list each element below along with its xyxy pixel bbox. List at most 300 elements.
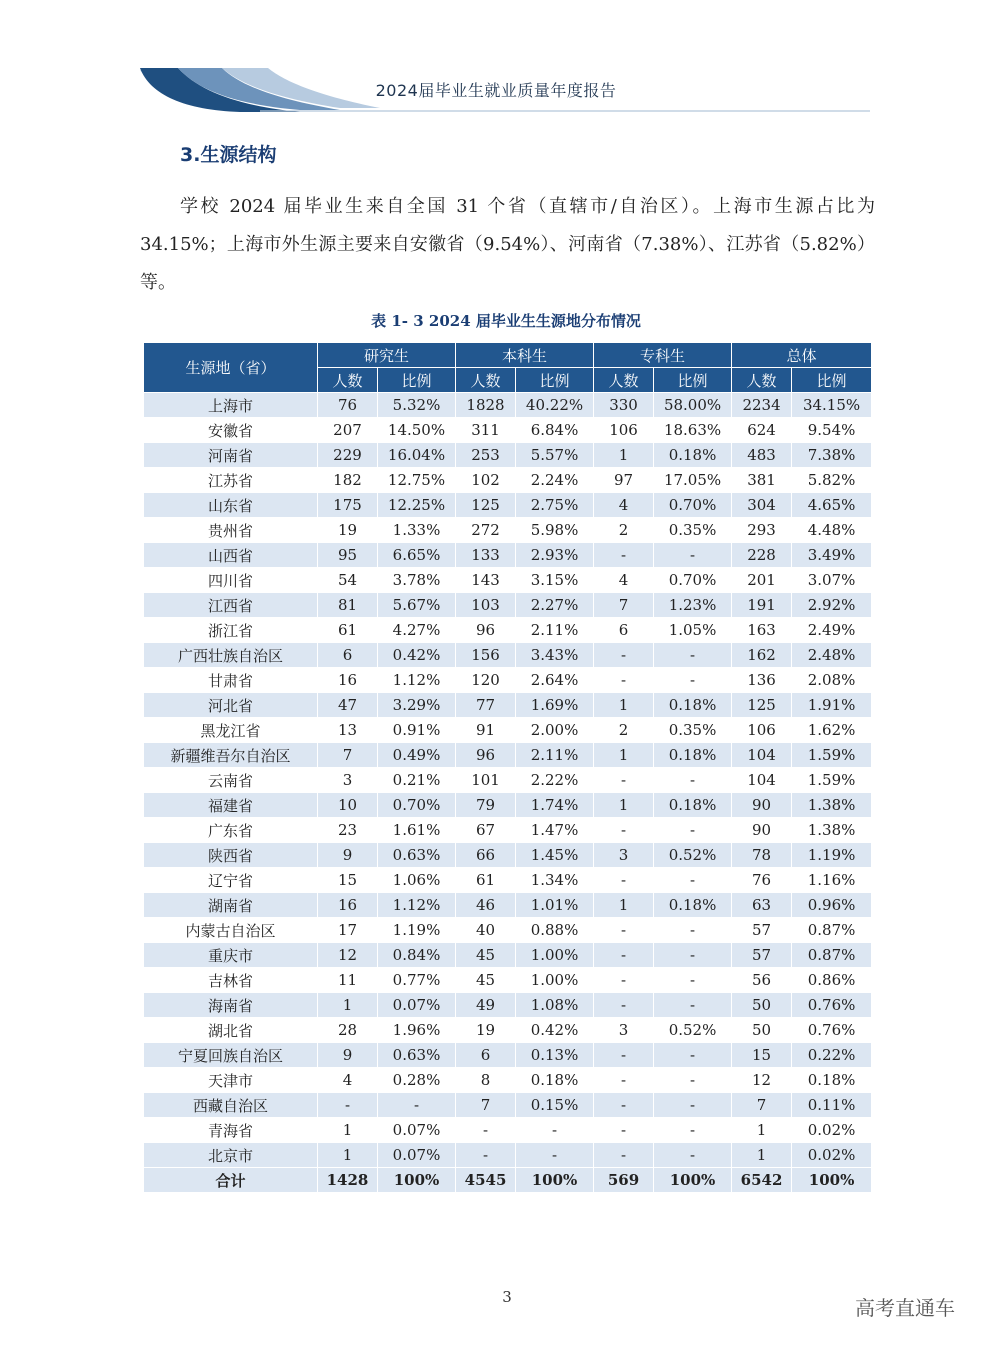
table-row	[144, 468, 872, 493]
value-cell: 1.59%	[792, 743, 872, 768]
value-cell: 162	[732, 643, 792, 668]
value-cell: 1	[318, 1143, 378, 1168]
value-cell: -	[594, 1043, 654, 1068]
value-cell: 0.02%	[792, 1143, 872, 1168]
value-cell: -	[594, 643, 654, 668]
value-cell: 6.84%	[516, 418, 594, 443]
value-cell: 1.45%	[516, 843, 594, 868]
value-cell: 1	[594, 793, 654, 818]
value-cell: 8	[456, 1068, 516, 1093]
value-cell: 0.18%	[516, 1068, 594, 1093]
value-cell: 0.77%	[378, 968, 456, 993]
value-cell: 0.18%	[792, 1068, 872, 1093]
province-cell: 江苏省	[144, 468, 318, 493]
value-cell: 0.87%	[792, 943, 872, 968]
value-cell: 3.49%	[792, 543, 872, 568]
value-cell: 104	[732, 768, 792, 793]
value-cell: 0.18%	[654, 693, 732, 718]
value-cell: 1.00%	[516, 943, 594, 968]
value-cell: 0.18%	[654, 893, 732, 918]
table-total-row	[144, 1168, 872, 1193]
table-caption: 表 1- 3 2024 届毕业生生源地分布情况	[371, 312, 641, 330]
value-cell: -	[594, 993, 654, 1018]
value-cell: 106	[732, 718, 792, 743]
value-cell: 182	[318, 468, 378, 493]
value-cell: 0.42%	[378, 643, 456, 668]
table-body	[144, 393, 872, 1193]
value-cell: 0.35%	[654, 518, 732, 543]
value-cell: 4	[594, 568, 654, 593]
value-cell: 1.23%	[654, 593, 732, 618]
value-cell: 10	[318, 793, 378, 818]
value-cell: 2	[594, 718, 654, 743]
value-cell: 19	[456, 1018, 516, 1043]
province-cell: 北京市	[144, 1143, 318, 1168]
value-cell: -	[594, 943, 654, 968]
province-cell: 广西壮族自治区	[144, 643, 318, 668]
value-cell: 2.93%	[516, 543, 594, 568]
value-cell: 104	[732, 743, 792, 768]
province-cell: 海南省	[144, 993, 318, 1018]
table-row	[144, 493, 872, 518]
value-cell: 330	[594, 393, 654, 418]
value-cell: 15	[318, 868, 378, 893]
value-cell: -	[456, 1118, 516, 1143]
value-cell: 3.78%	[378, 568, 456, 593]
value-cell: 1.16%	[792, 868, 872, 893]
value-cell: 101	[456, 768, 516, 793]
value-cell: 40	[456, 918, 516, 943]
value-cell: 0.15%	[516, 1093, 594, 1118]
value-cell: 1428	[318, 1168, 378, 1193]
value-cell: 1	[318, 993, 378, 1018]
value-cell: -	[594, 1093, 654, 1118]
value-cell: 0.11%	[792, 1093, 872, 1118]
value-cell: 2.75%	[516, 493, 594, 518]
province-cell: 江西省	[144, 593, 318, 618]
value-cell: 1.01%	[516, 893, 594, 918]
table-row	[144, 718, 872, 743]
value-cell: 1.96%	[378, 1018, 456, 1043]
value-cell: 67	[456, 818, 516, 843]
value-cell: 1.62%	[792, 718, 872, 743]
value-cell: 272	[456, 518, 516, 543]
value-cell: 0.22%	[792, 1043, 872, 1068]
subheader-count: 人数	[594, 368, 654, 393]
value-cell: 2.48%	[792, 643, 872, 668]
table-row	[144, 643, 872, 668]
value-cell: 0.18%	[654, 793, 732, 818]
value-cell: 95	[318, 543, 378, 568]
value-cell: 381	[732, 468, 792, 493]
value-cell: 7	[732, 1093, 792, 1118]
value-cell: 1	[732, 1118, 792, 1143]
value-cell: 1.05%	[654, 618, 732, 643]
value-cell: 0.28%	[378, 1068, 456, 1093]
value-cell: -	[654, 918, 732, 943]
value-cell: 0.02%	[792, 1118, 872, 1143]
value-cell: -	[654, 868, 732, 893]
value-cell: -	[654, 993, 732, 1018]
value-cell: 16	[318, 893, 378, 918]
value-cell: 2	[594, 518, 654, 543]
value-cell: 0.91%	[378, 718, 456, 743]
table-row	[144, 1093, 872, 1118]
value-cell: 28	[318, 1018, 378, 1043]
value-cell: 1	[594, 443, 654, 468]
value-cell: 7.38%	[792, 443, 872, 468]
value-cell: 1	[732, 1143, 792, 1168]
group-header: 总体	[732, 343, 872, 368]
province-cell: 浙江省	[144, 618, 318, 643]
value-cell: 0.52%	[654, 843, 732, 868]
value-cell: 1.38%	[792, 818, 872, 843]
value-cell: -	[654, 643, 732, 668]
value-cell: 0.63%	[378, 843, 456, 868]
value-cell: 4	[318, 1068, 378, 1093]
value-cell: 19	[318, 518, 378, 543]
value-cell: 143	[456, 568, 516, 593]
value-cell: 201	[732, 568, 792, 593]
value-cell: 1	[594, 893, 654, 918]
value-cell: 40.22%	[516, 393, 594, 418]
value-cell: 100%	[792, 1168, 872, 1193]
value-cell: -	[378, 1093, 456, 1118]
value-cell: 34.15%	[792, 393, 872, 418]
value-cell: 2.11%	[516, 618, 594, 643]
source-distribution-table	[143, 342, 872, 1193]
value-cell: 253	[456, 443, 516, 468]
value-cell: 4	[594, 493, 654, 518]
value-cell: 61	[318, 618, 378, 643]
province-cell: 贵州省	[144, 518, 318, 543]
value-cell: 76	[318, 393, 378, 418]
value-cell: 156	[456, 643, 516, 668]
value-cell: 45	[456, 968, 516, 993]
value-cell: 106	[594, 418, 654, 443]
value-cell: 2.22%	[516, 768, 594, 793]
value-cell: -	[516, 1118, 594, 1143]
value-cell: 228	[732, 543, 792, 568]
value-cell: -	[456, 1143, 516, 1168]
value-cell: 5.67%	[378, 593, 456, 618]
province-cell: 天津市	[144, 1068, 318, 1093]
value-cell: 66	[456, 843, 516, 868]
value-cell: 2.00%	[516, 718, 594, 743]
value-cell: -	[654, 1043, 732, 1068]
value-cell: 4.27%	[378, 618, 456, 643]
section-title: 3.生源结构	[180, 144, 277, 166]
province-cell: 西藏自治区	[144, 1093, 318, 1118]
value-cell: 120	[456, 668, 516, 693]
value-cell: 16	[318, 668, 378, 693]
value-cell: 0.13%	[516, 1043, 594, 1068]
value-cell: 12.25%	[378, 493, 456, 518]
value-cell: 15	[732, 1043, 792, 1068]
value-cell: 61	[456, 868, 516, 893]
value-cell: -	[654, 1068, 732, 1093]
value-cell: 1.12%	[378, 893, 456, 918]
value-cell: 102	[456, 468, 516, 493]
value-cell: 0.88%	[516, 918, 594, 943]
value-cell: 0.70%	[654, 493, 732, 518]
province-cell: 新疆维吾尔自治区	[144, 743, 318, 768]
value-cell: 58.00%	[654, 393, 732, 418]
table-row	[144, 518, 872, 543]
table-row	[144, 818, 872, 843]
province-cell: 宁夏回族自治区	[144, 1043, 318, 1068]
value-cell: 2.11%	[516, 743, 594, 768]
value-cell: 6	[318, 643, 378, 668]
province-cell: 福建省	[144, 793, 318, 818]
value-cell: 136	[732, 668, 792, 693]
value-cell: 0.86%	[792, 968, 872, 993]
value-cell: 311	[456, 418, 516, 443]
value-cell: 2.92%	[792, 593, 872, 618]
value-cell: 63	[732, 893, 792, 918]
value-cell: 9	[318, 1043, 378, 1068]
province-cell: 上海市	[144, 393, 318, 418]
value-cell: 49	[456, 993, 516, 1018]
province-cell: 河南省	[144, 443, 318, 468]
value-cell: 97	[594, 468, 654, 493]
value-cell: 100%	[378, 1168, 456, 1193]
province-cell: 重庆市	[144, 943, 318, 968]
value-cell: 17.05%	[654, 468, 732, 493]
province-cell: 山西省	[144, 543, 318, 568]
subheader-ratio: 比例	[792, 368, 872, 393]
table-row	[144, 993, 872, 1018]
value-cell: -	[516, 1143, 594, 1168]
value-cell: 3.07%	[792, 568, 872, 593]
value-cell: 0.35%	[654, 718, 732, 743]
subheader-ratio: 比例	[516, 368, 594, 393]
value-cell: 1	[594, 743, 654, 768]
table-row	[144, 593, 872, 618]
value-cell: -	[594, 1068, 654, 1093]
value-cell: -	[594, 543, 654, 568]
table-row	[144, 693, 872, 718]
subheader-count: 人数	[732, 368, 792, 393]
value-cell: 11	[318, 968, 378, 993]
value-cell: 7	[456, 1093, 516, 1118]
group-header: 本科生	[456, 343, 594, 368]
value-cell: 57	[732, 918, 792, 943]
value-cell: 133	[456, 543, 516, 568]
group-header: 专科生	[594, 343, 732, 368]
value-cell: -	[594, 818, 654, 843]
table-row	[144, 968, 872, 993]
value-cell: 76	[732, 868, 792, 893]
value-cell: 2.24%	[516, 468, 594, 493]
value-cell: 5.57%	[516, 443, 594, 468]
value-cell: 1.59%	[792, 768, 872, 793]
value-cell: 0.18%	[654, 443, 732, 468]
table-row	[144, 1118, 872, 1143]
value-cell: 103	[456, 593, 516, 618]
value-cell: 56	[732, 968, 792, 993]
value-cell: 100%	[654, 1168, 732, 1193]
value-cell: 6.65%	[378, 543, 456, 568]
value-cell: 90	[732, 793, 792, 818]
value-cell: 96	[456, 618, 516, 643]
province-cell: 内蒙古自治区	[144, 918, 318, 943]
value-cell: 163	[732, 618, 792, 643]
header-title: 2024届毕业生就业质量年度报告	[375, 81, 617, 100]
value-cell: 1.06%	[378, 868, 456, 893]
value-cell: 1.91%	[792, 693, 872, 718]
value-cell: 0.70%	[378, 793, 456, 818]
row-header: 生源地（省）	[144, 343, 318, 393]
province-cell: 辽宁省	[144, 868, 318, 893]
value-cell: 12	[318, 943, 378, 968]
subheader-ratio: 比例	[654, 368, 732, 393]
value-cell: 0.63%	[378, 1043, 456, 1068]
value-cell: 0.42%	[516, 1018, 594, 1043]
value-cell: 3.15%	[516, 568, 594, 593]
value-cell: 5.98%	[516, 518, 594, 543]
value-cell: 50	[732, 1018, 792, 1043]
value-cell: 78	[732, 843, 792, 868]
value-cell: -	[594, 768, 654, 793]
value-cell: -	[594, 668, 654, 693]
value-cell: -	[654, 1143, 732, 1168]
value-cell: 3	[318, 768, 378, 793]
value-cell: 12	[732, 1068, 792, 1093]
value-cell: 569	[594, 1168, 654, 1193]
value-cell: 0.18%	[654, 743, 732, 768]
province-cell: 河北省	[144, 693, 318, 718]
value-cell: 2234	[732, 393, 792, 418]
value-cell: 191	[732, 593, 792, 618]
value-cell: 91	[456, 718, 516, 743]
province-cell: 甘肃省	[144, 668, 318, 693]
value-cell: 0.70%	[654, 568, 732, 593]
value-cell: 1.12%	[378, 668, 456, 693]
province-cell: 安徽省	[144, 418, 318, 443]
value-cell: 1	[318, 1118, 378, 1143]
table-row	[144, 743, 872, 768]
value-cell: 3.43%	[516, 643, 594, 668]
value-cell: -	[654, 768, 732, 793]
value-cell: -	[594, 868, 654, 893]
value-cell: -	[594, 918, 654, 943]
value-cell: 16.04%	[378, 443, 456, 468]
value-cell: -	[594, 1118, 654, 1143]
table-row	[144, 418, 872, 443]
province-cell: 青海省	[144, 1118, 318, 1143]
table-row	[144, 543, 872, 568]
value-cell: 125	[456, 493, 516, 518]
province-cell: 合计	[144, 1168, 318, 1193]
value-cell: -	[654, 543, 732, 568]
table-row	[144, 393, 872, 418]
value-cell: 207	[318, 418, 378, 443]
value-cell: 18.63%	[654, 418, 732, 443]
value-cell: 0.07%	[378, 1118, 456, 1143]
value-cell: 54	[318, 568, 378, 593]
group-header: 研究生	[318, 343, 456, 368]
table-row	[144, 793, 872, 818]
table-row	[144, 768, 872, 793]
value-cell: 5.82%	[792, 468, 872, 493]
header-decoration	[0, 0, 992, 120]
value-cell: 125	[732, 693, 792, 718]
value-cell: 1.00%	[516, 968, 594, 993]
value-cell: 47	[318, 693, 378, 718]
value-cell: 6542	[732, 1168, 792, 1193]
value-cell: 1828	[456, 393, 516, 418]
province-cell: 云南省	[144, 768, 318, 793]
value-cell: 6	[456, 1043, 516, 1068]
value-cell: 7	[594, 593, 654, 618]
value-cell: -	[318, 1093, 378, 1118]
value-cell: -	[594, 968, 654, 993]
value-cell: 77	[456, 693, 516, 718]
value-cell: 50	[732, 993, 792, 1018]
value-cell: 0.76%	[792, 1018, 872, 1043]
province-cell: 广东省	[144, 818, 318, 843]
value-cell: -	[654, 943, 732, 968]
value-cell: 2.27%	[516, 593, 594, 618]
subheader-count: 人数	[318, 368, 378, 393]
value-cell: 3	[594, 843, 654, 868]
value-cell: 1.38%	[792, 793, 872, 818]
value-cell: 6	[594, 618, 654, 643]
table-row	[144, 1018, 872, 1043]
value-cell: 3	[594, 1018, 654, 1043]
value-cell: 7	[318, 743, 378, 768]
value-cell: 96	[456, 743, 516, 768]
table-row	[144, 1143, 872, 1168]
table-row	[144, 893, 872, 918]
value-cell: 23	[318, 818, 378, 843]
value-cell: -	[654, 968, 732, 993]
value-cell: 81	[318, 593, 378, 618]
value-cell: 12.75%	[378, 468, 456, 493]
value-cell: -	[654, 1093, 732, 1118]
value-cell: 1.61%	[378, 818, 456, 843]
value-cell: 2.49%	[792, 618, 872, 643]
value-cell: 624	[732, 418, 792, 443]
value-cell: 0.49%	[378, 743, 456, 768]
province-cell: 黑龙江省	[144, 718, 318, 743]
value-cell: 90	[732, 818, 792, 843]
table-row	[144, 943, 872, 968]
table-row	[144, 443, 872, 468]
value-cell: 175	[318, 493, 378, 518]
value-cell: 1.33%	[378, 518, 456, 543]
value-cell: 2.64%	[516, 668, 594, 693]
value-cell: 0.07%	[378, 1143, 456, 1168]
value-cell: 0.96%	[792, 893, 872, 918]
page-number: 3	[502, 1288, 512, 1306]
value-cell: 1.19%	[792, 843, 872, 868]
value-cell: 483	[732, 443, 792, 468]
province-cell: 湖北省	[144, 1018, 318, 1043]
value-cell: 4.48%	[792, 518, 872, 543]
value-cell: 0.84%	[378, 943, 456, 968]
table-row	[144, 568, 872, 593]
value-cell: -	[594, 1143, 654, 1168]
value-cell: 0.52%	[654, 1018, 732, 1043]
value-cell: 17	[318, 918, 378, 943]
value-cell: 9.54%	[792, 418, 872, 443]
table-row	[144, 618, 872, 643]
watermark: 高考直通车	[855, 1296, 955, 1320]
value-cell: 4.65%	[792, 493, 872, 518]
province-cell: 湖南省	[144, 893, 318, 918]
